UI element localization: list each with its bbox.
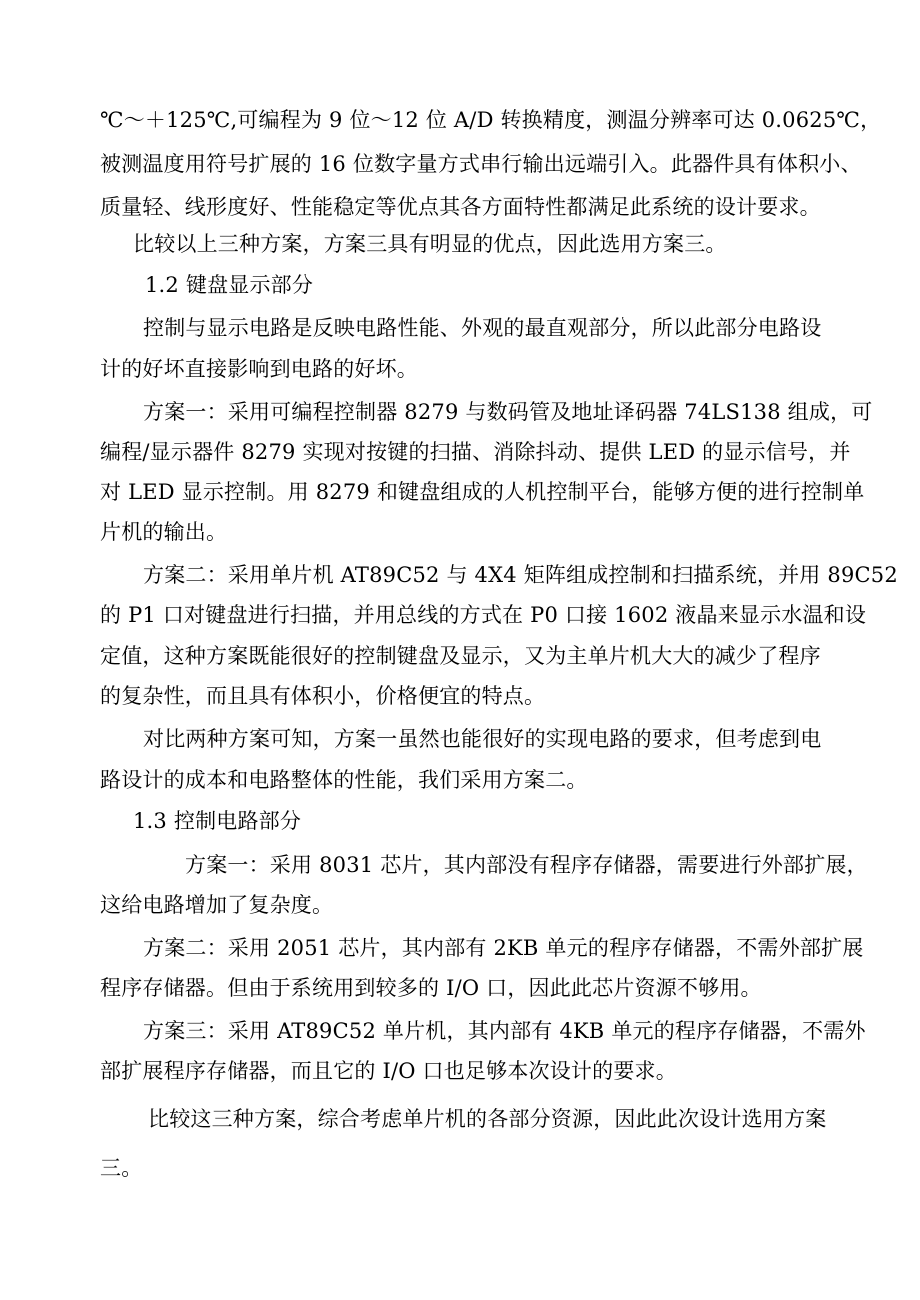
text-line: 片机的输出。 <box>100 520 228 544</box>
text-line: 对 LED 显示控制。用 8279 和键盘组成的人机控制平台，能够方便的进行控制单 <box>100 480 865 504</box>
text-line: 这给电路增加了复杂度。 <box>100 893 334 917</box>
section-heading: 1.2 键盘显示部分 <box>145 273 314 297</box>
text-line: 部扩展程序存储器，而且它的 I/O 口也足够本次设计的要求。 <box>100 1059 677 1083</box>
text-line: 方案二：采用 2051 芯片，其内部有 2KB 单元的程序存储器，不需外部扩展 <box>143 936 864 960</box>
text-line: 方案二：采用单片机 AT89C52 与 4X4 矩阵组成控制和扫描系统，并用 89C52 <box>143 563 898 587</box>
text-line: 方案三：采用 AT89C52 单片机，其内部有 4KB 单元的程序存储器，不需外 <box>143 1019 866 1043</box>
text-line: 程序存储器。但由于系统用到较多的 I/O 口，因此此芯片资源不够用。 <box>100 976 762 1000</box>
text-line: 路设计的成本和电路整体的性能，我们采用方案二。 <box>100 768 588 792</box>
text-line: 计的好坏直接影响到电路的好坏。 <box>100 357 418 381</box>
text-line: 方案一：采用 8031 芯片，其内部没有程序存储器，需要进行外部扩展， <box>185 853 868 877</box>
text-line: ℃～＋125℃,可编程为 9 位～12 位 A/D 转换精度，测温分辨率可达 0.0625℃， <box>100 108 882 132</box>
section-heading: 1.3 控制电路部分 <box>133 809 302 833</box>
text-line: 对比两种方案可知，方案一虽然也能很好的实现电路的要求，但考虑到电 <box>143 727 822 751</box>
text-line: 比较这三种方案，综合考虑单片机的各部分资源，因此此次设计选用方案 <box>148 1107 827 1131</box>
text-line: 的 P1 口对键盘进行扫描，并用总线的方式在 P0 口接 1602 液晶来显示水温和设 <box>100 603 867 627</box>
text-line: 质量轻、线形度好、性能稳定等优点其各方面特性都满足此系统的设计要求。 <box>100 195 821 219</box>
text-line: 控制与显示电路是反映电路性能、外观的最直观部分，所以此部分电路设 <box>143 316 822 340</box>
text-line: 方案一：采用可编程控制器 8279 与数码管及地址译码器 74LS138 组成，可 <box>143 400 873 424</box>
text-line: 被测温度用符号扩展的 16 位数字量方式串行输出远端引入。此器件具有体积小、 <box>100 152 862 176</box>
text-line: 三。 <box>100 1156 143 1180</box>
text-line: 比较以上三种方案，方案三具有明显的优点，因此选用方案三。 <box>133 232 727 256</box>
text-line: 定值，这种方案既能很好的控制键盘及显示，又为主单片机大大的减少了程序 <box>100 644 821 668</box>
text-line: 的复杂性，而且具有体积小，价格便宜的特点。 <box>100 684 546 708</box>
text-line: 编程/显示器件 8279 实现对按键的扫描、消除抖动、提供 LED 的显示信号，并 <box>100 440 851 464</box>
